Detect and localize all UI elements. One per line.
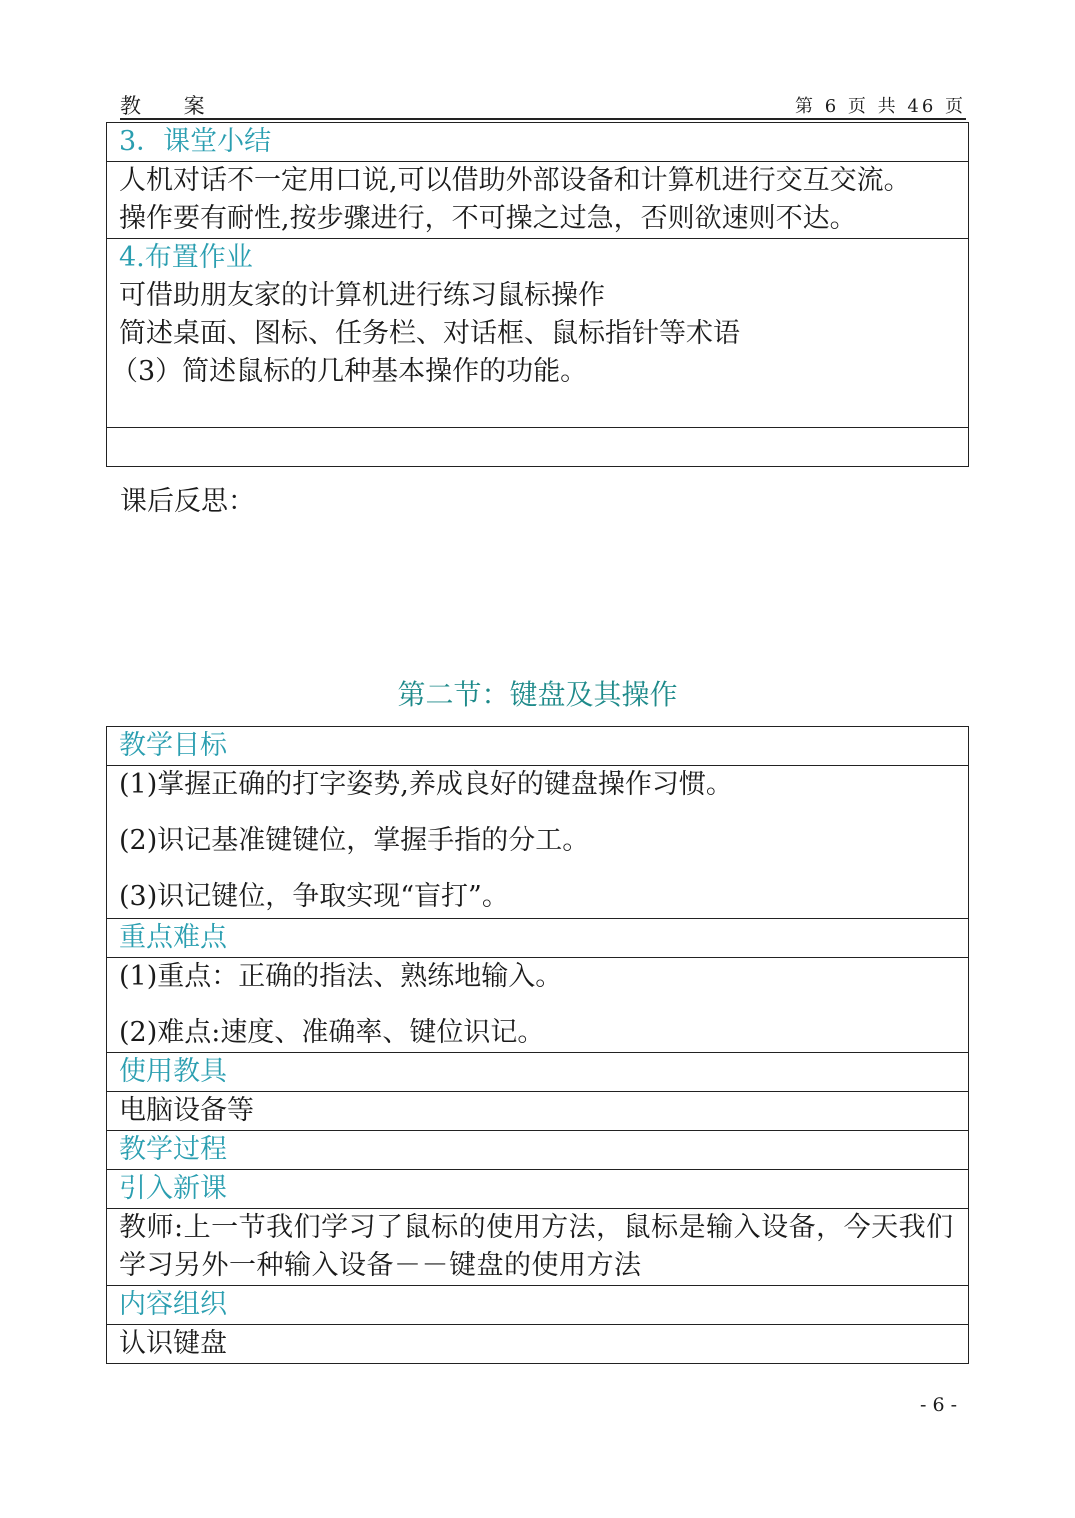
page-header (120, 88, 966, 120)
table-row (107, 1209, 969, 1286)
lesson-table-1 (106, 122, 969, 467)
after-class-reflection: 课后反思： (120, 486, 255, 517)
content-body: 认识键盘 (107, 1325, 969, 1364)
page-number: - 6 - (919, 1394, 957, 1416)
homework-title: 4.布置作业 (119, 242, 253, 273)
homework-line: （3）简述鼠标的几种基本操作的功能。 (111, 356, 588, 387)
table-row (107, 766, 969, 919)
tools-content: 电脑设备等 (107, 1092, 969, 1131)
table-row (107, 428, 969, 467)
intro-content: 教师:上一节我们学习了鼠标的使用方法，鼠标是输入设备，今天我们学习另外一种输入设备－－键盘的使用方法 (107, 1209, 969, 1286)
table-row (107, 1325, 969, 1364)
table-row (107, 162, 969, 239)
key-point-item: (2)难点:速度、准确率、键位识记。 (119, 1017, 545, 1048)
homework-cell (107, 239, 969, 428)
header-title: 教 案 (120, 94, 223, 118)
objective-item: (3)识记键位，争取实现“盲打”。 (119, 881, 509, 912)
empty-cell (107, 428, 969, 467)
table-row (107, 1053, 969, 1092)
table-row (107, 958, 969, 1053)
homework-line: 简述桌面、图标、任务栏、对话框、鼠标指针等术语 (119, 318, 740, 349)
objective-item: (2)识记基准键键位，掌握手指的分工。 (119, 825, 590, 856)
table-row (107, 1170, 969, 1209)
content-title: 内容组织 (107, 1286, 969, 1325)
table-row (107, 727, 969, 766)
section-title: 第二节：键盘及其操作 (397, 678, 678, 711)
process-title: 教学过程 (107, 1131, 969, 1170)
table-row (107, 1131, 969, 1170)
key-points-title: 重点难点 (107, 919, 969, 958)
header-page-info: 第 6 页 共 46 页 (795, 96, 966, 117)
objectives-content (107, 766, 969, 919)
table-row (107, 123, 969, 162)
table-row (107, 1092, 969, 1131)
objectives-title: 教学目标 (107, 727, 969, 766)
key-point-item: (1)重点：正确的指法、熟练地输入。 (119, 961, 563, 992)
summary-line: 操作要有耐性,按步骤进行，不可操之过急，否则欲速则不达。 (119, 203, 857, 234)
objective-item: (1)掌握正确的打字姿势,养成良好的键盘操作习惯。 (119, 769, 733, 800)
table-row (107, 1286, 969, 1325)
intro-title: 引入新课 (107, 1170, 969, 1209)
summary-content (107, 162, 969, 239)
summary-line: 人机对话不一定用口说,可以借助外部设备和计算机进行交互交流。 (119, 165, 911, 196)
key-points-content (107, 958, 969, 1053)
tools-title: 使用教具 (107, 1053, 969, 1092)
table-row (107, 239, 969, 428)
lesson-table-2 (106, 726, 969, 1364)
homework-line: 可借助朋友家的计算机进行练习鼠标操作 (119, 280, 605, 311)
summary-title: 3．课堂小结 (107, 123, 969, 162)
table-row (107, 919, 969, 958)
